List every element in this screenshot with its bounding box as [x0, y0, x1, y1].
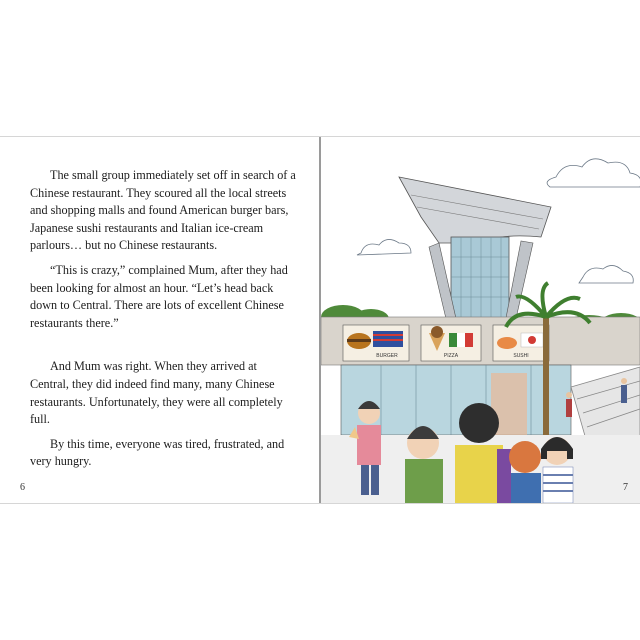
story-text	[30, 167, 298, 478]
paragraph-2: “This is crazy,” complained Mum, after they had been looking for almost an hour. “Let’s head back down to Central. There are lots of excellent Chinese restaurants there.”	[30, 262, 288, 330]
right-page-illustration	[321, 137, 640, 503]
storefront-glass	[341, 365, 571, 435]
paragraph-4: By this time, everyone was tired, frustrated, and very hungry.	[30, 436, 285, 469]
paragraph-1: The small group immediately set off in search of a Chinese restaurant. They scoured all the local streets and shopping malls and found American burger bars, Japanese sushi restaurants and Italian ice-cream parlours… but no Chinese restaurants.	[30, 168, 296, 253]
girl-striped-shirt	[541, 437, 573, 503]
sushi-sign-label: SUSHI	[513, 353, 529, 359]
pizza-sign-label: PIZZA	[443, 353, 459, 359]
mall-scene-illustration	[321, 137, 640, 503]
left-page	[0, 137, 319, 503]
burger-sign-label: BURGER	[376, 353, 398, 359]
child-green-shirt	[405, 426, 443, 503]
page-number-left: 6	[20, 482, 25, 493]
paragraph-3: And Mum was right. When they arrived at Central, they did indeed find many, many Chinese restaurants. Unfortunately, they were all completely full.	[30, 359, 283, 427]
page-number-right: 7	[623, 482, 628, 493]
book-spread	[0, 136, 640, 504]
